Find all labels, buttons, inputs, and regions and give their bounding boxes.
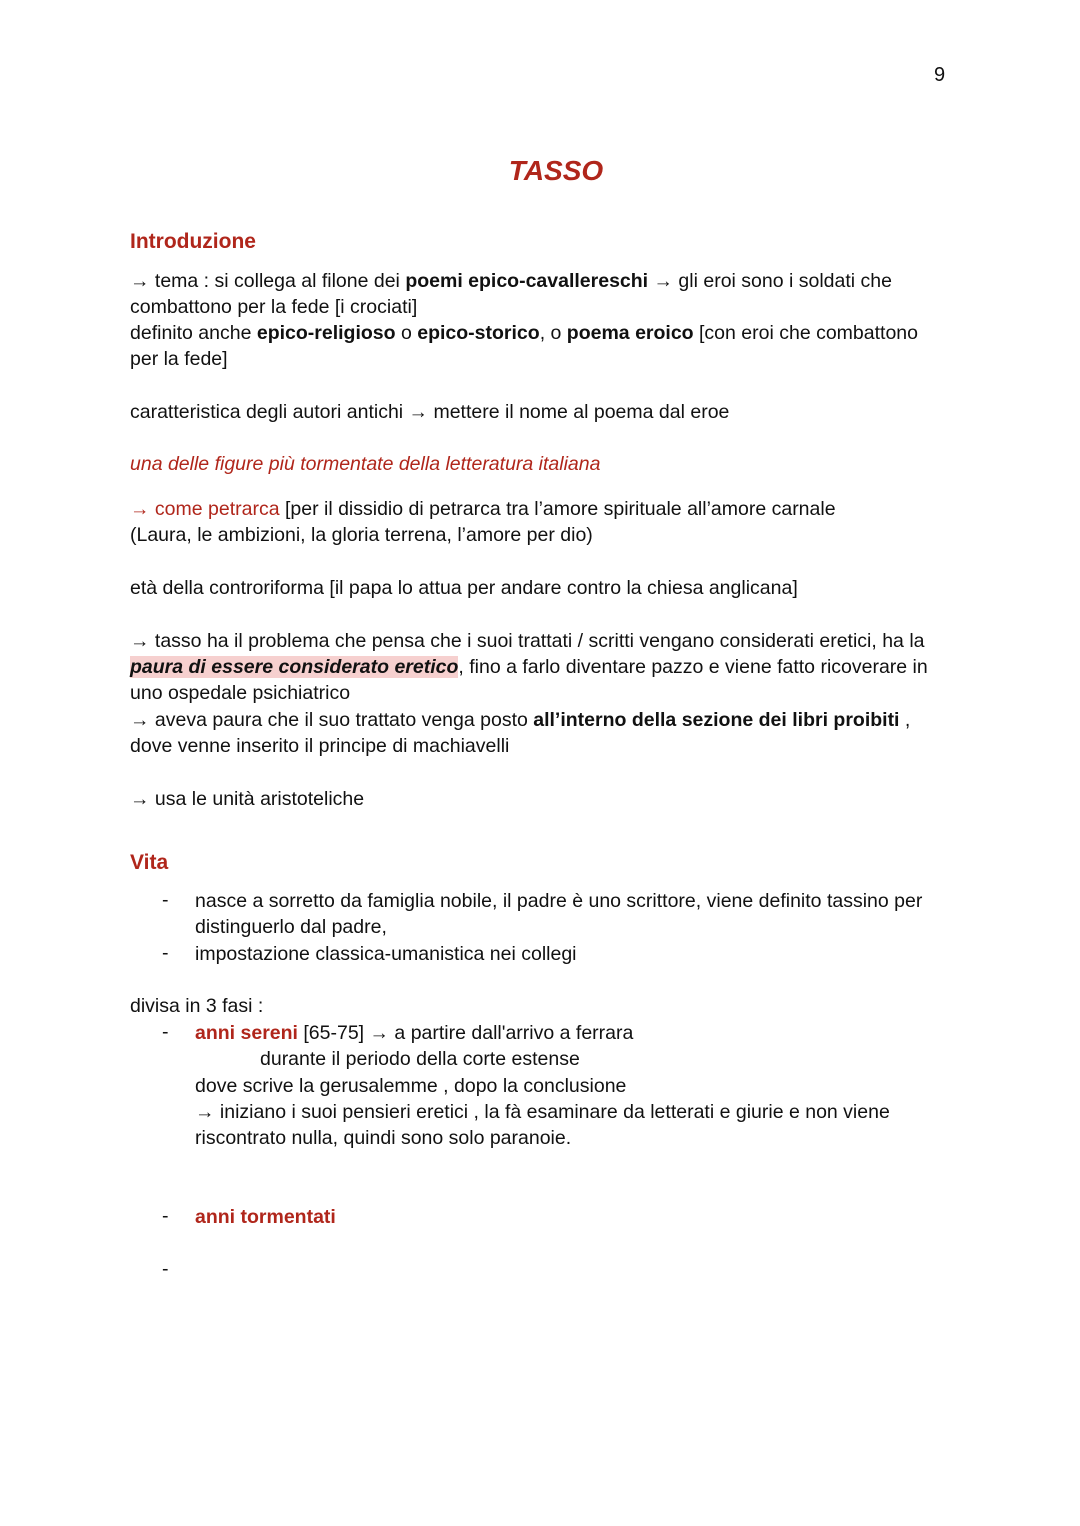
vita-bullet-1: nasce a sorretto da famiglia nobile, il padre è uno scrittore, viene definito tassino per	[195, 890, 923, 912]
fase-1-line-2: durante il periodo della corte estense	[260, 1048, 580, 1070]
bullet-dash: -	[162, 1258, 169, 1280]
fase-2: anni tormentati	[195, 1206, 336, 1228]
arrow-icon: →	[130, 270, 150, 292]
intro-line-1: → tema : si collega al filone dei poemi epico-cavallereschi → gli eroi sono i soldati che	[130, 270, 892, 292]
vita-bullet-1-cont: distinguerlo dal padre,	[195, 916, 387, 938]
intro-line-10: → tasso ha il problema che pensa che i suoi trattati / scritti vengano considerati eretici, ha la	[130, 630, 925, 652]
intro-line-3: definito anche epico-religioso o epico-storico, o poema eroico [con eroi che combattono	[130, 322, 918, 344]
intro-line-2: combattono per la fede [i crociati]	[130, 296, 418, 318]
intro-line-4: per la fede]	[130, 348, 228, 370]
intro-line-14: dove venne inserito il principe di machiavelli	[130, 735, 510, 757]
intro-line-13: → aveva paura che il suo trattato venga posto all’interno della sezione dei libri proibiti ,	[130, 709, 911, 731]
bullet-dash: -	[162, 1205, 169, 1227]
highlighted-phrase: paura di essere considerato eretico	[130, 656, 459, 678]
page-title: TASSO	[508, 155, 604, 186]
intro-line-6: una delle figure più tormentate della letteratura italiana	[130, 453, 601, 475]
bullet-dash: -	[162, 1021, 169, 1043]
intro-line-9: età della controriforma [il papa lo attua per andare contro la chiesa anglicana]	[130, 577, 798, 599]
fase-1-line-3: dove scrive la gerusalemme , dopo la conclusione	[195, 1075, 627, 1097]
fase-1: anni sereni [65-75] → a partire dall'arrivo a ferrara	[195, 1022, 634, 1044]
intro-heading: Introduzione	[130, 230, 256, 253]
intro-line-15: → usa le unità aristoteliche	[130, 788, 365, 810]
vita-heading: Vita	[130, 851, 169, 874]
vita-bullet-2: impostazione classica-umanistica nei collegi	[195, 943, 577, 965]
intro-line-12: uno ospedale psichiatrico	[130, 682, 351, 704]
vita-fasi: divisa in 3 fasi :	[130, 995, 264, 1017]
bullet-dash: -	[162, 889, 169, 911]
bullet-dash: -	[162, 942, 169, 964]
fase-1-line-4: → iniziano i suoi pensieri eretici , la fà esaminare da letterati e giurie e non viene	[195, 1101, 890, 1123]
intro-line-7: → come petrarca [per il dissidio di petrarca tra l’amore spirituale all’amore carnale	[130, 498, 836, 520]
fase-1-line-5: riscontrato nulla, quindi sono solo paranoie.	[195, 1127, 572, 1149]
intro-line-11: paura di essere considerato eretico, fino a farlo diventare pazzo e viene fatto ricoverare in	[130, 656, 928, 678]
page-number: 9	[934, 64, 946, 86]
intro-line-5: caratteristica degli autori antichi → mettere il nome al poema dal eroe	[130, 401, 730, 423]
intro-line-8: (Laura, le ambizioni, la gloria terrena, l’amore per dio)	[130, 524, 593, 546]
